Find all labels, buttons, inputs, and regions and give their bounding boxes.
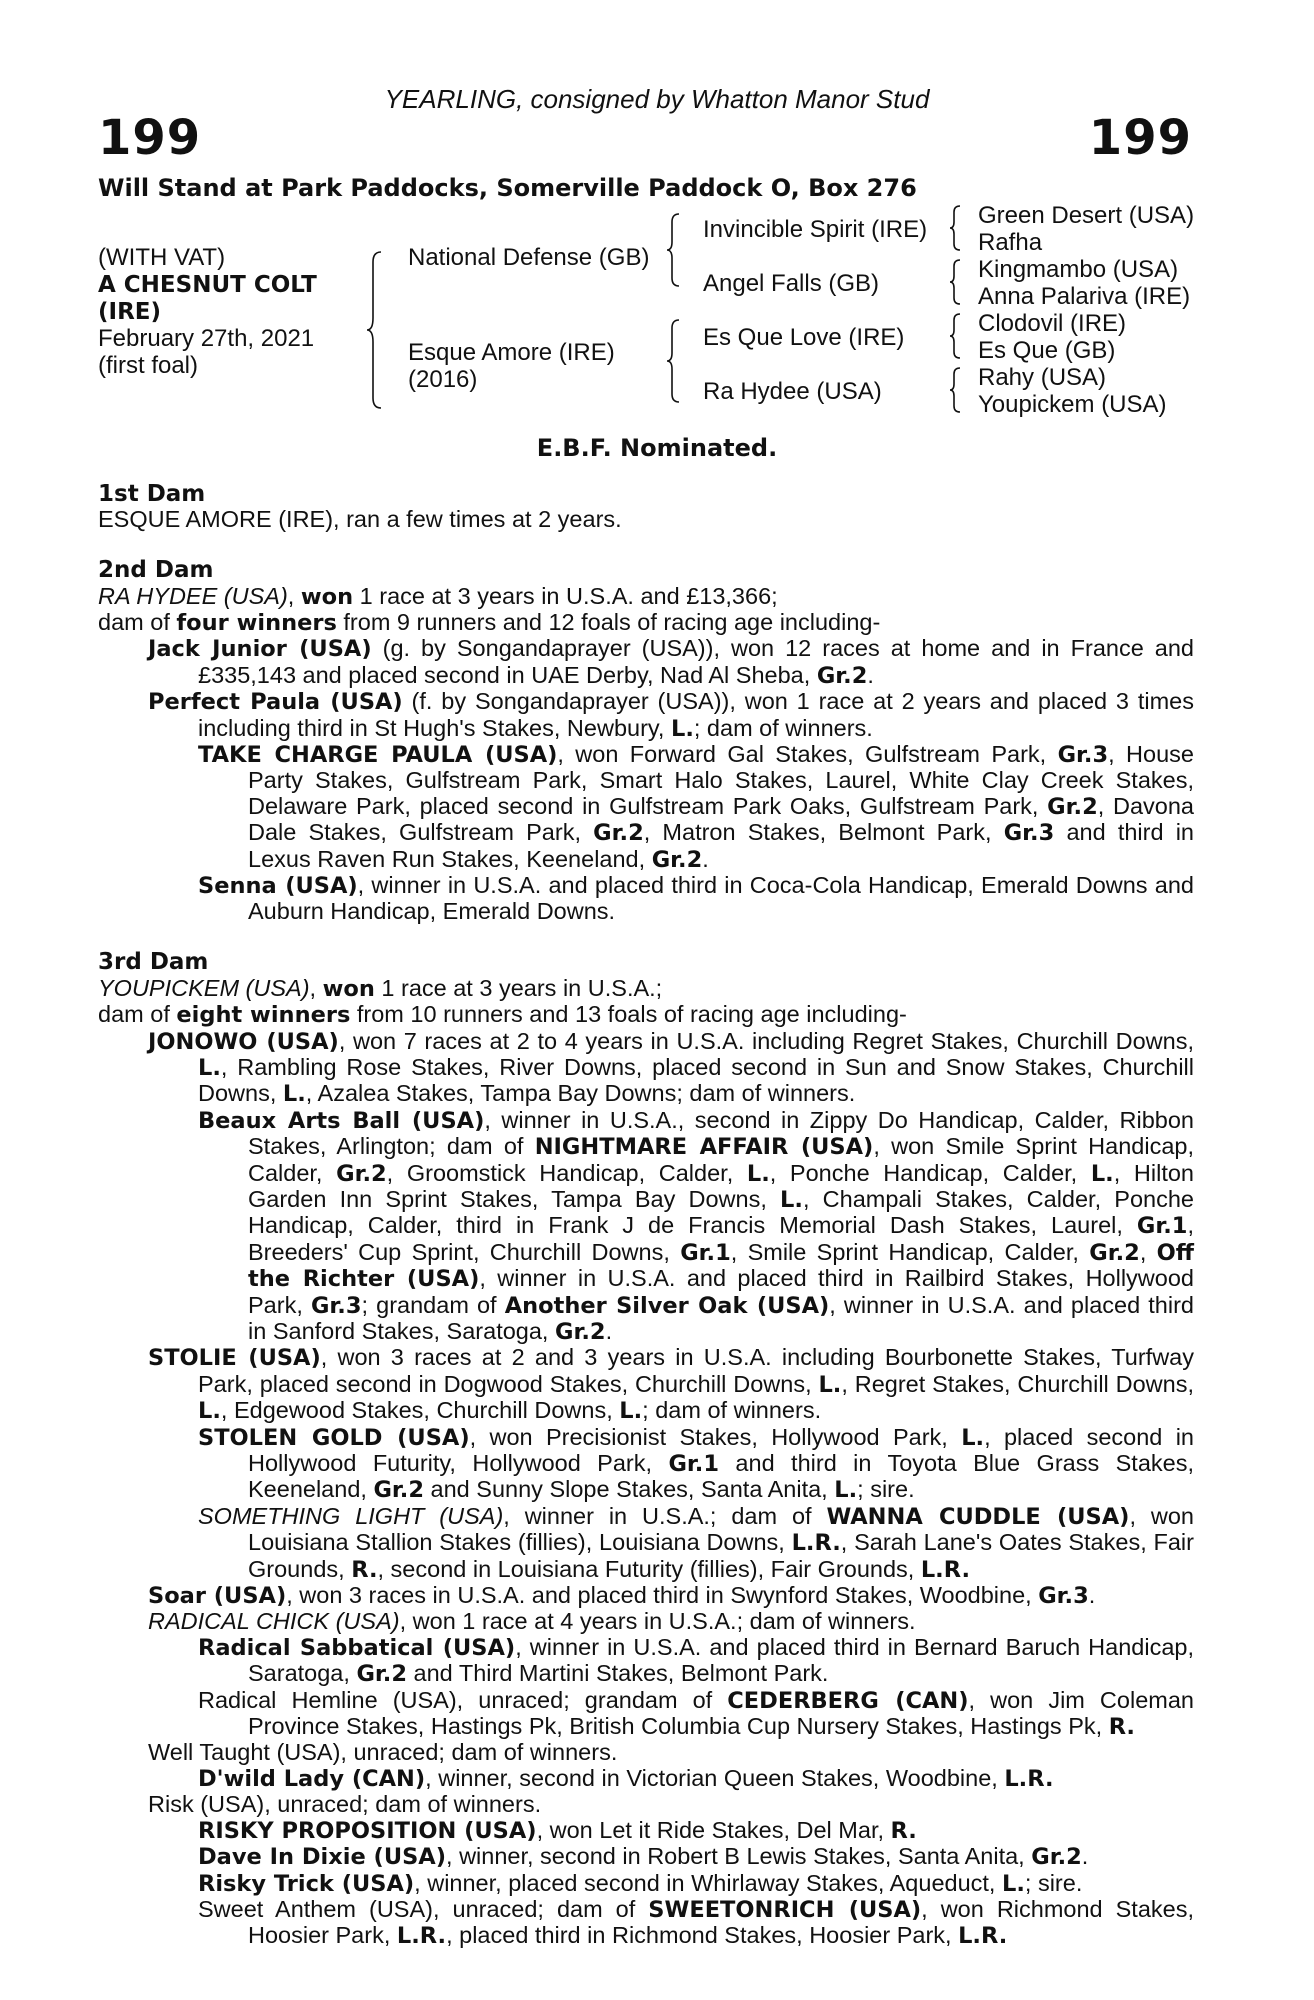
text: , Breeders' Cup Sprint, Churchill Downs, (248, 1212, 1194, 1265)
pedigree-dam-sire: Es Que Love (IRE) (703, 324, 905, 351)
text: . (1081, 1843, 1089, 1870)
entry-risk (98, 1792, 1194, 1817)
grade: Gr.1 (1136, 1213, 1188, 1240)
text: . (605, 1317, 613, 1344)
grade: R. (890, 1817, 917, 1844)
text: , winner in U.S.A. and placed third in Sanford Stakes, Saratoga, (248, 1291, 1194, 1344)
text: , Sarah Lane's Oates Stakes, Fair Grounds, (248, 1529, 1194, 1582)
winners-count: four winners (176, 610, 337, 637)
text: , won Louisiana Stallion Stakes (fillies), Louisiana Downs, (248, 1502, 1194, 1556)
entry-perfect-paula (98, 689, 1194, 742)
grade: Gr.2 (651, 846, 703, 873)
text: , Champali Stakes, Calder, Ponche Handicap, Calder, third in Frank J de Francis Memorial Dash Stakes, Laurel, (248, 1185, 1194, 1239)
grade: Gr.3 (1057, 742, 1109, 769)
text: from 10 runners and 13 foals of racing age including- (350, 1001, 907, 1028)
horse-name: Senna (USA) (198, 873, 358, 900)
grade: L. (198, 1054, 221, 1081)
horse-name: Off the Richter (USA) (248, 1239, 1195, 1293)
first-dam-heading: 1st Dam (98, 481, 206, 507)
text: , Smile Sprint Handicap, Calder, (730, 1238, 1090, 1265)
text: , won Forward Gal Stakes, Gulfstream Park, (557, 741, 1058, 768)
horse-note: (first foal) (98, 352, 199, 379)
horse-name: Perfect Paula (USA) (148, 689, 403, 716)
second-dam-line1: RA HYDEE (USA), won 1 race at 3 years in U.S.A. and £13,366; (98, 582, 778, 610)
entry-something-light (98, 1504, 1194, 1583)
pedigree-brace-dam (665, 318, 683, 404)
text: ; sire. (857, 1476, 915, 1503)
pedigree-g2: Rafha (978, 229, 1043, 256)
entry-stolen-gold (98, 1425, 1194, 1504)
third-dam-line2 (98, 1002, 1194, 1028)
grade: L. (1002, 1870, 1025, 1897)
text: , House Party Stakes, Gulfstream Park, Smart Halo Stakes, Laurel, White Clay Creek Stakes, Delaware Park, placed second in Gulfstream Park Oaks, Gulfstream Park, (248, 741, 1194, 819)
text: , Hilton Garden Inn Sprint Stakes, Tampa Bay Downs, (248, 1159, 1194, 1212)
grade: L.R. (1004, 1765, 1054, 1792)
horse-name: NIGHTMARE AFFAIR (USA) (534, 1134, 874, 1161)
entry-soar (98, 1583, 1194, 1609)
pedigree-g5: Clodovil (IRE) (978, 310, 1127, 337)
entry-radical-hemline (98, 1688, 1194, 1741)
grade: L. (282, 1081, 306, 1108)
grade: L. (780, 1186, 803, 1213)
text: , Davona Dale Stakes, Gulfstream Park, (248, 792, 1194, 846)
consignment-line: YEARLING, consigned by Whatton Manor Stud (384, 84, 930, 114)
text: 1 race at 3 years in U.S.A.; (374, 974, 663, 1001)
winners-count: eight winners (176, 1002, 351, 1029)
grade: Gr.2 (1031, 1844, 1082, 1871)
text: and third in Toyota Blue Grass Stakes, Keeneland, (248, 1450, 1194, 1503)
text: ; grandam of (361, 1291, 505, 1318)
entry-stolie (98, 1345, 1194, 1424)
pedigree-brace-g1 (948, 204, 964, 252)
text: , Groomstick Handicap, Calder, (386, 1159, 747, 1186)
pedigree-brace-sire (665, 212, 683, 288)
entry-well-taught (98, 1740, 1194, 1765)
text: , placed third in Richmond Stakes, Hoosier Park, (446, 1922, 959, 1949)
horse-name: Soar (USA) (148, 1583, 287, 1610)
entry-dave-in-dixie (98, 1844, 1194, 1870)
pedigree-brace-main (365, 250, 385, 410)
text: . (702, 845, 709, 872)
pedigree-g7: Rahy (USA) (978, 364, 1107, 391)
grade: Gr.2 (1089, 1239, 1140, 1266)
horse-name: D'wild Lady (CAN) (198, 1765, 426, 1792)
grade: L.R. (791, 1530, 841, 1557)
grade: Gr.2 (593, 820, 644, 847)
lot-number-left: 199 (98, 110, 202, 166)
entry-jack-junior (98, 636, 1194, 689)
horse-name: WANNA CUDDLE (USA) (826, 1503, 1130, 1530)
text: , winner, second in Victorian Queen Stakes, Woodbine, (425, 1764, 1005, 1791)
horse-dob: February 27th, 2021 (98, 325, 315, 352)
text: and third in Lexus Raven Run Stakes, Keeneland, (248, 819, 1194, 872)
text: from 9 runners and 12 foals of racing age including- (336, 609, 881, 636)
entry-take-charge-paula (98, 742, 1194, 873)
grade: Gr.2 (373, 1477, 425, 1504)
pedigree-dam-dam: Ra Hydee (USA) (703, 378, 882, 405)
text: , (1139, 1238, 1157, 1265)
entry-sweet-anthem (98, 1897, 1194, 1950)
pedigree-g3: Kingmambo (USA) (978, 256, 1179, 283)
horse-name: SOMETHING LIGHT (USA) (198, 1502, 504, 1529)
text: , winner, second in Robert B Lewis Stakes, Santa Anita, (446, 1843, 1032, 1870)
second-dam-heading: 2nd Dam (98, 557, 214, 584)
text: , won Richmond Stakes, Hoosier Park, (248, 1895, 1194, 1949)
pedigree-dam: Esque Amore (IRE) (408, 339, 615, 366)
grade: Gr.1 (668, 1451, 720, 1477)
text: , won Let it Ride Stakes, Del Mar, (536, 1816, 891, 1843)
pedigree-g4: Anna Palariva (IRE) (978, 283, 1191, 310)
grade: Gr.3 (1038, 1583, 1089, 1610)
grade: Gr.2 (336, 1160, 387, 1187)
grade: L. (619, 1398, 643, 1425)
horse-name: STOLIE (USA) (148, 1345, 321, 1372)
text: (f. by Songandaprayer (USA)), won 1 race at 2 years and placed 3 times including third in St Hugh's Stakes, Newbury, (198, 688, 1194, 741)
entry-radical-chick (98, 1609, 1194, 1634)
pedigree-g6: Es Que (GB) (978, 337, 1116, 364)
text: , winner, placed second in Whirlaway Stakes, Aqueduct, (414, 1869, 1002, 1896)
text: ; dam of winners. (693, 714, 873, 741)
text: , won 3 races in U.S.A. and placed third in Swynford Stakes, Woodbine, (286, 1582, 1039, 1609)
text: dam of (98, 1001, 177, 1028)
entry-risky-trick (98, 1871, 1194, 1897)
grade: L.R. (958, 1923, 1008, 1950)
text: 1 race at 3 years in U.S.A. and £13,366; (353, 582, 778, 609)
grade: L.R. (396, 1923, 447, 1950)
text: , winner in U.S.A. and placed third in Railbird Stakes, Hollywood Park, (248, 1265, 1194, 1318)
horse-name: Dave In Dixie (USA) (198, 1844, 447, 1871)
entry-radical-sabbatical (98, 1635, 1194, 1688)
grade: Gr.2 (555, 1318, 606, 1345)
second-dam-line2 (98, 610, 1194, 636)
won-label: won (322, 975, 375, 1002)
grade: L. (1090, 1160, 1114, 1187)
text: ; dam of winners. (642, 1397, 822, 1424)
text: Sweet Anthem (USA), unraced; dam of (198, 1895, 649, 1922)
horse-name: JONOWO (USA) (148, 1028, 339, 1055)
won-label: won (300, 583, 354, 610)
horse-name: STOLEN GOLD (USA) (198, 1424, 470, 1451)
text: , won Smile Sprint Handicap, Calder, (248, 1133, 1194, 1186)
text: , Ponche Handicap, Calder, (769, 1159, 1091, 1186)
text: Well Taught (USA), unraced; dam of winners. (148, 1739, 618, 1766)
grade: Gr.3 (310, 1292, 362, 1319)
text: , winner in U.S.A. and placed third in Bernard Baruch Handicap, Saratoga, (248, 1633, 1195, 1687)
grade: R. (351, 1556, 378, 1583)
text: , Regret Stakes, Churchill Downs, (841, 1370, 1194, 1397)
horse-name-line2: (IRE) (98, 299, 162, 325)
entry-senna (98, 873, 1194, 925)
entry-risky-proposition (98, 1818, 1194, 1844)
dam-name: YOUPICKEM (USA) (98, 974, 310, 1001)
text: , second in Louisiana Futurity (fillies), Fair Grounds, (377, 1555, 921, 1582)
text: , winner in U.S.A.; dam of (503, 1502, 827, 1529)
text: . (1088, 1582, 1096, 1609)
text: , Azalea Stakes, Tampa Bay Downs; dam of winners. (305, 1080, 856, 1107)
entry-jonowo (98, 1029, 1194, 1108)
horse-name: Another Silver Oak (USA) (504, 1292, 830, 1319)
text: dam of (98, 609, 177, 636)
text: , Matron Stakes, Belmont Park, (643, 819, 1004, 846)
grade: Gr.2 (816, 662, 868, 689)
text: , winner in U.S.A., second in Zippy Do Handicap, Calder, Ribbon Stakes, Arlington; dam of (248, 1106, 1194, 1160)
text: , Rambling Rose Stakes, River Downs, placed second in Sun and Snow Stakes, Churchill Downs, (198, 1053, 1194, 1107)
entry-dwild-lady (98, 1766, 1194, 1792)
grade: Gr.2 (1047, 793, 1098, 820)
entry-beaux-arts-ball (98, 1108, 1194, 1346)
text: , won Jim Coleman Province Stakes, Hastings Pk, British Columbia Cup Nursery Stakes, Hastings Pk, (248, 1686, 1194, 1740)
grade: L. (746, 1160, 770, 1187)
grade: L. (834, 1477, 858, 1504)
text: , won 7 races at 2 to 4 years in U.S.A. including Regret Stakes, Churchill Downs, (338, 1027, 1194, 1054)
horse-name: Radical Sabbatical (USA) (198, 1634, 516, 1661)
text: , Edgewood Stakes, Churchill Downs, (220, 1397, 620, 1424)
pedigree-sire-sire: Invincible Spirit (IRE) (703, 216, 928, 243)
grade: Gr.3 (1003, 820, 1055, 847)
horse-name: Jack Junior (USA) (148, 636, 372, 663)
third-dam-line1: YOUPICKEM (USA), won 1 race at 3 years in U.S.A.; (98, 974, 663, 1002)
horse-name: RISKY PROPOSITION (USA) (198, 1817, 537, 1844)
grade: L.R. (920, 1556, 971, 1583)
text: and Sunny Slope Stakes, Santa Anita, (424, 1476, 835, 1503)
pedigree-brace-g2 (948, 258, 964, 306)
text: , won 1 race at 4 years in U.S.A.; dam of winners. (399, 1608, 916, 1635)
horse-name: Risky Trick (USA) (198, 1870, 415, 1897)
ebf-nominated: E.B.F. Nominated. (536, 434, 778, 462)
text: Radical Hemline (USA), unraced; grandam of (198, 1686, 728, 1713)
grade: L. (670, 715, 694, 742)
grade: L. (818, 1371, 842, 1398)
text: and Third Martini Stakes, Belmont Park. (407, 1660, 829, 1687)
dam-details (98, 482, 1194, 1950)
grade: L. (961, 1424, 985, 1451)
text: (g. by Songandaprayer (USA)), won 12 races at home and in France and £335,143 and placed second in UAE Derby, Nad Al Sheba, (198, 635, 1194, 688)
vat-note: (WITH VAT) (98, 244, 226, 271)
grade: R. (1108, 1714, 1135, 1741)
pedigree-g8: Youpickem (USA) (978, 391, 1167, 418)
horse-name: CEDERBERG (CAN) (727, 1687, 969, 1714)
text: , winner in U.S.A. and placed third in Coca-Cola Handicap, Emerald Downs and Auburn Handicap, Emerald Downs. (248, 872, 1194, 925)
lot-number-right: 199 (1088, 110, 1192, 166)
grade: Gr.2 (356, 1661, 407, 1688)
pedigree-brace-g4 (948, 366, 964, 414)
pedigree-dam-year: (2016) (408, 366, 478, 393)
text: Risk (USA), unraced; dam of winners. (148, 1791, 542, 1818)
pedigree-sire-dam: Angel Falls (GB) (703, 270, 880, 297)
text: , won 3 races at 2 and 3 years in U.S.A. including Bourbonette Stakes, Turfway Park, placed second in Dogwood Stakes, Churchill Downs, (198, 1344, 1194, 1397)
pedigree-sire: National Defense (GB) (408, 244, 650, 271)
horse-name: SWEETONRICH (USA) (648, 1896, 922, 1923)
first-dam-text: ESQUE AMORE (IRE), ran a few times at 2 years. (98, 506, 622, 533)
text: . (867, 661, 874, 688)
third-dam-heading: 3rd Dam (98, 949, 209, 976)
grade: Gr.1 (680, 1239, 731, 1266)
horse-name: TAKE CHARGE PAULA (USA) (198, 742, 558, 769)
stand-location: Will Stand at Park Paddocks, Somerville Paddock O, Box 276 (98, 174, 917, 202)
horse-name: Beaux Arts Ball (USA) (198, 1107, 485, 1134)
grade: L. (198, 1398, 221, 1425)
text: ; sire. (1024, 1869, 1083, 1896)
dam-name: RA HYDEE (USA) (98, 582, 288, 609)
text: , won Precisionist Stakes, Hollywood Park, (469, 1423, 962, 1450)
text: , placed second in Hollywood Futurity, Hollywood Park, (248, 1423, 1194, 1476)
horse-name: RADICAL CHICK (USA) (148, 1608, 400, 1635)
horse-name-line1: A CHESNUT COLT (98, 272, 317, 298)
pedigree-g1: Green Desert (USA) (978, 202, 1195, 229)
pedigree-brace-g3 (948, 312, 964, 360)
